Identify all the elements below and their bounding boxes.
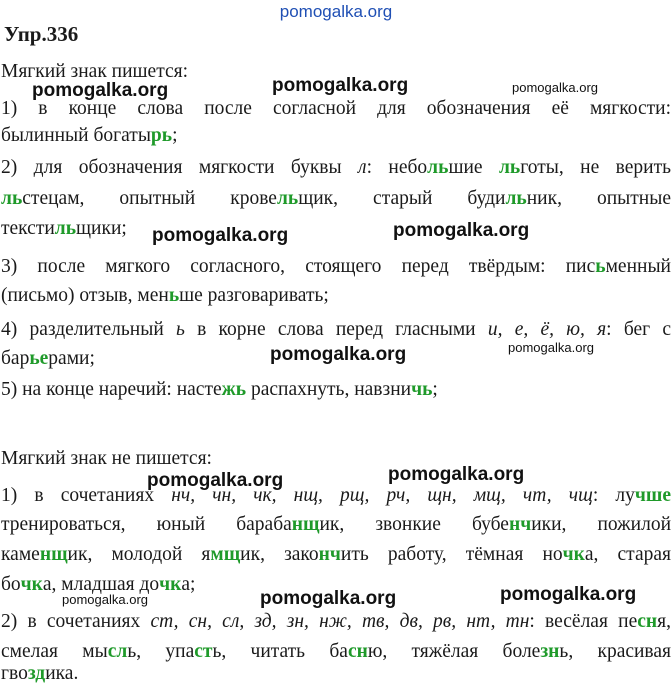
sec1-rule3-line1: 3) после мягкого согласного, стоящего перед твёрдым: письменный <box>1 256 671 277</box>
sec1-rule2-line3: текстильщики; <box>1 218 127 239</box>
watermark: pomogalka.org <box>270 344 407 365</box>
watermark: pomogalka.org <box>32 80 169 101</box>
watermark: pomogalka.org <box>147 470 284 491</box>
watermark: pomogalka.org <box>500 584 637 605</box>
sec1-rule5: 5) на конце наречий: настежь распахнуть, навзничь; <box>1 379 438 400</box>
sec1-rule4-line1: 4) разделительный ь в корне слова перед гласными и, е, ё, ю, я: бег с <box>1 319 672 340</box>
sec1-rule4-line2: барьерами; <box>1 348 95 369</box>
sec1-rule3-line2: (письмо) отзыв, меньше разговаривать; <box>1 285 329 306</box>
sec2-rule1-line3: каменщик, молодой ямщик, закончить работу, тёмная ночка, старая <box>1 544 671 565</box>
watermark: pomogalka.org <box>512 80 598 95</box>
watermark: pomogalka.org <box>388 464 525 485</box>
sec2-rule2-line1: 2) в сочетаниях ст, сн, сл, зд, зн, нж, тв, дв, рв, нт, тн: весёлая песня, <box>1 611 671 632</box>
watermark: pomogalka.org <box>260 588 397 609</box>
sec2-rule1-line2: тренироваться, юный барабанщик, звонкие бубенчики, пожилой <box>1 514 672 535</box>
watermark: pomogalka.org <box>62 592 148 607</box>
sec2-rule1-line4: бочка, младшая дочка; <box>1 574 196 595</box>
sec2-rule2-line2: смелая мысль, упасть, читать басню, тяжёлая болезнь, красивая <box>1 641 672 662</box>
sec1-rule1-line2: былинный богатырь; <box>1 125 178 146</box>
site-header-link[interactable]: pomogalka.org <box>279 2 393 21</box>
sec1-heading: Мягкий знак пишется: <box>1 61 189 82</box>
exercise-title: Упр.336 <box>4 22 79 46</box>
sec1-rule2-line2: льстецам, опытный кровельщик, старый будильник, опытные <box>1 188 671 209</box>
sec2-heading: Мягкий знак не пишется: <box>1 448 212 469</box>
sec1-rule1-line1: 1) в конце слова после согласной для обозначения её мягкости: <box>1 98 671 119</box>
watermark: pomogalka.org <box>508 340 594 355</box>
sec2-rule1-line1: 1) в сочетаниях нч, чн, чк, нщ, рщ, рч, щн, мщ, чт, чщ: лучше <box>1 485 671 506</box>
watermark: pomogalka.org <box>393 220 530 241</box>
watermark: pomogalka.org <box>152 225 289 246</box>
watermark: pomogalka.org <box>272 75 409 96</box>
sec2-rule2-line3: гвоздика. <box>1 663 79 684</box>
sec1-rule2-line1: 2) для обозначения мягкости буквы л: небольшие льготы, не верить <box>1 157 672 178</box>
